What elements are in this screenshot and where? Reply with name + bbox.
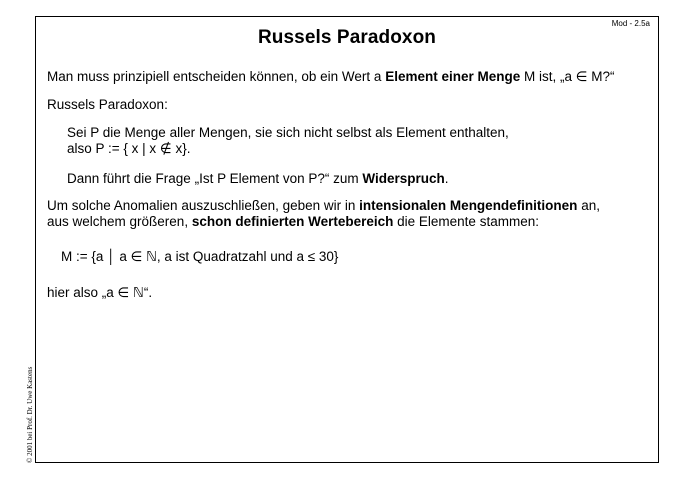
question-text-1: Dann führt die Frage „Ist P Element von P?“ zum [67,171,363,186]
section-heading: Russels Paradoxon: [47,97,168,112]
intro-text-2: M ist, „a ∈ M?“ [520,69,615,84]
slide-id: Mod - 2.5a [611,19,650,28]
slide-title: Russels Paradoxon [257,27,437,48]
intro-paragraph [47,69,615,85]
avoid-l1-text-1: Um solche Anomalien auszuschließen, geben wir in [47,198,360,213]
question-text-2: . [444,171,449,186]
intro-text-1: Man muss prinzipiell entscheiden können, ob ein Wert a [47,69,386,84]
avoid-line-2 [47,214,600,230]
avoid-l1-bold: intensionalen Mengendefinitionen [359,198,578,213]
avoid-line-1 [47,198,600,214]
question-paragraph [67,171,449,187]
avoid-l2-bold: schon definierten Wertebereich [191,214,394,229]
avoid-l2-text-2: die Elemente stammen: [393,214,539,229]
avoid-paragraph [47,198,600,230]
set-definition-line-1: Sei P die Menge aller Mengen, sie sich nicht selbst als Element enthalten, [67,125,509,140]
set-formula: M := {a │ a ∈ ℕ, a ist Quadratzahl und a ≤ 30} [61,249,339,264]
avoid-l2-text-1: aus welchem größeren, [47,214,192,229]
copyright-note: © 2001 bei Prof. Dr. Uwe Kastens [26,366,34,463]
set-definition [67,125,509,157]
question-bold: Widerspruch [362,171,445,186]
conclusion: hier also „a ∈ ℕ“. [47,285,153,300]
set-definition-line-2: also P := { x | x ∉ x}. [67,141,191,156]
avoid-l1-text-2: an, [577,198,600,213]
intro-bold: Element einer Menge [385,69,521,84]
slide-frame [35,16,659,463]
